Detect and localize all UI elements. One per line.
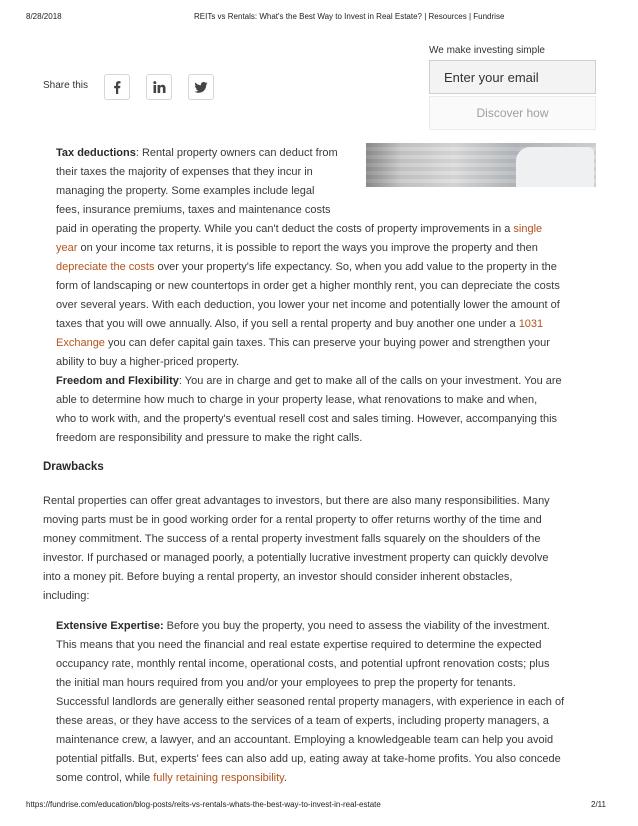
single-year-link[interactable]: year	[56, 242, 78, 254]
share-facebook-button[interactable]	[104, 74, 130, 100]
depreciate-costs-link[interactable]: depreciate the costs	[56, 261, 155, 273]
twitter-icon	[194, 82, 208, 93]
drawbacks-line: Rental properties can offer great advantages to investors, but there are also many responsibilities. Many	[43, 495, 550, 507]
share-linkedin-button[interactable]	[146, 74, 172, 100]
linkedin-icon	[153, 81, 166, 93]
tax-line: year on your income tax returns, it is possible to report the ways you improve the property and then	[56, 242, 538, 254]
freedom-line: able to determine how much to charge in your property lease, what renovations to make and when,	[56, 394, 538, 406]
expertise-line: This means that you need the financial and real estate expertise required to determine the expected	[56, 639, 542, 651]
freedom-line-1: Freedom and Flexibility: You are in charge and get to make all of the calls on your investment. You are	[56, 375, 562, 387]
tax-deductions-heading: Tax deductions	[56, 147, 136, 159]
1031-exchange-link[interactable]: Exchange	[56, 337, 105, 349]
expertise-line-last: some control, while fully retaining responsibility.	[56, 772, 287, 784]
expertise-heading: Extensive Expertise:	[56, 620, 164, 632]
promo-tagline: We make investing simple	[429, 45, 545, 56]
print-page-title: REITs vs Rentals: What's the Best Way to Invest in Real Estate? | Resources | Fundrise	[194, 12, 505, 21]
fully-retaining-responsibility-link[interactable]: fully retaining responsibility	[153, 772, 284, 784]
tax-line: their taxes the majority of expenses that they incur in	[56, 166, 313, 178]
article-photo	[366, 143, 596, 187]
tax-line: paid in operating the property. While you can't deduct the costs of property improvements in a single	[56, 223, 543, 235]
discover-how-button[interactable]: Discover how	[429, 96, 596, 130]
1031-exchange-link[interactable]: 1031	[518, 318, 544, 330]
drawbacks-heading: Drawbacks	[43, 461, 104, 473]
expertise-line-1: Extensive Expertise: Before you buy the property, you need to assess the viability of the investment.	[56, 620, 550, 632]
drawbacks-line: into a money pit. Before buying a rental property, an investor should consider inherent obstacles,	[43, 571, 513, 583]
expertise-line: occupancy rate, monthly rental income, operational costs, and potential upfront renovation costs; plus	[56, 658, 550, 670]
single-year-link[interactable]: single	[513, 223, 543, 235]
freedom-line: who to work with, and the property's eventual resell cost and sales timing. However, accompanying this	[56, 413, 558, 425]
tax-line: Exchange you can defer capital gain taxes. This can preserve your buying power and strengthen your	[56, 337, 550, 349]
tax-line: ability to buy a higher-priced property.	[56, 356, 240, 368]
share-label: Share this	[43, 80, 89, 91]
share-twitter-button[interactable]	[188, 74, 214, 100]
expertise-line: the initial man hours required from you and/or your employees to prep the property for tenants.	[56, 677, 516, 689]
print-url: https://fundrise.com/education/blog-posts/reits-vs-rentals-whats-the-best-way-to-invest-in-real-estate	[26, 800, 381, 809]
tax-line: form of landscaping or new countertops in order get a higher monthly rent, you can depreciate the costs	[56, 280, 560, 292]
freedom-heading: Freedom and Flexibility	[56, 375, 179, 387]
expertise-line: maintenance crew, a lawyer, and an accountant. Employing a knowledgeable team can help you avoid	[56, 734, 554, 746]
tax-line: depreciate the costs over your property's life expectancy. So, when you add value to the property in the	[56, 261, 557, 273]
tax-line: over several years. With each deduction, you lower your net income and potentially lower the amount of	[56, 299, 560, 311]
expertise-line: Successful landlords are generally either seasoned rental property managers, with experience in each of	[56, 696, 565, 708]
tax-line: fees, insurance premiums, taxes and maintenance costs	[56, 204, 331, 216]
email-input[interactable]: Enter your email	[429, 60, 596, 94]
drawbacks-line: including:	[43, 590, 90, 602]
facebook-icon	[113, 81, 121, 94]
freedom-line: freedom are responsibility and pressure to make the right calls.	[56, 432, 363, 444]
expertise-line: these areas, or they have access to the services of a team of experts, including property managers, a	[56, 715, 549, 727]
tax-deductions-line-1: Tax deductions: Rental property owners can deduct from	[56, 147, 338, 159]
tax-line: managing the property. Some examples include legal	[56, 185, 315, 197]
print-date: 8/28/2018	[26, 12, 62, 21]
drawbacks-line: investor. If purchased or managed poorly, a potentially lucrative investment property can quickly devolve	[43, 552, 549, 564]
expertise-line: potential pitfalls. But, experts' fees can also add up, eating away at take-home profits. You also concede	[56, 753, 561, 765]
tax-line: taxes that you will owe annually. Also, if you sell a rental property and buy another one under a 1031	[56, 318, 544, 330]
drawbacks-line: moving parts must be in good working order for a rental property to offer returns worthy of the time and	[43, 514, 542, 526]
drawbacks-line: money commitment. The success of a rental property investment falls squarely on the shoulders of the	[43, 533, 541, 545]
print-page-number: 2/11	[591, 800, 606, 809]
